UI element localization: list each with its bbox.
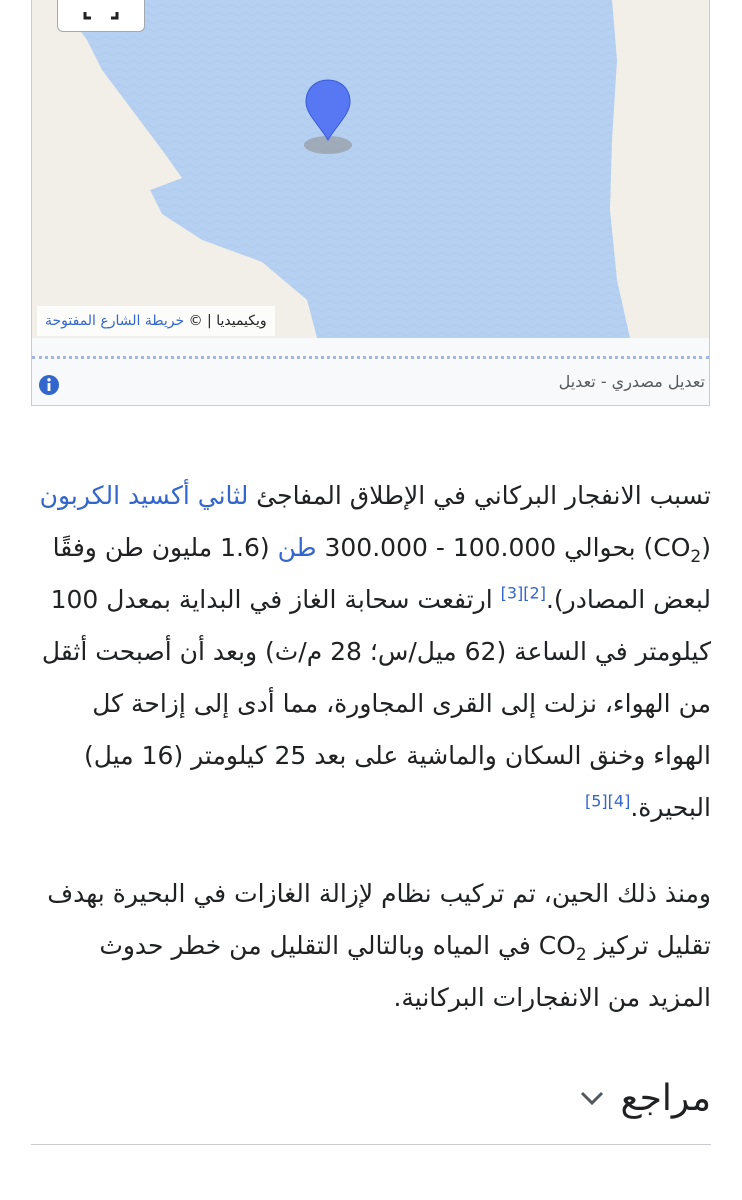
section-title: مراجع: [620, 1077, 711, 1119]
attribution-osm-link[interactable]: خريطة الشارع المفتوحة: [45, 313, 185, 329]
link-carbon-dioxide[interactable]: لثاني أكسيد الكربون: [39, 481, 249, 510]
paragraph-text: ) بحوالي 100.000 - 300.000: [316, 533, 654, 562]
subscript-2: 2: [690, 547, 702, 567]
paragraph-text: في المياه وبالتالي التقليل من خطر حدوث المزيد من الانفجارات البركانية.: [99, 931, 711, 1012]
fullscreen-button[interactable]: [57, 0, 145, 32]
info-icon[interactable]: [38, 374, 60, 396]
paragraph-text: (: [701, 533, 711, 562]
paragraph-text: (1.6 مليون طن وفقًا لبعض المصادر).: [52, 533, 711, 614]
section-references-header[interactable]: [31, 1065, 711, 1131]
paragraph-text: ومنذ ذلك الحين، تم تركيب نظام لإزالة الغازات في البحيرة بهدف تقليل تركيز: [47, 879, 711, 960]
citation-4[interactable]: [4]: [607, 791, 631, 811]
edit-source-links[interactable]: تعديل مصدري - تعديل: [558, 372, 705, 391]
citation-5[interactable]: [5]: [584, 791, 608, 811]
article-body: [31, 470, 711, 1024]
attribution-separator: | ©: [188, 313, 212, 329]
citation-2[interactable]: [2]: [523, 583, 546, 603]
attribution-wikimedia-link[interactable]: ويكيميديا: [216, 313, 267, 329]
section-divider: [31, 1144, 711, 1145]
chemical-formula-co: CO: [538, 931, 576, 960]
citation-3[interactable]: [3]: [500, 583, 524, 603]
paragraph-text: تسبب الانفجار البركاني في الإطلاق المفاجئ: [248, 481, 711, 510]
paragraph-text: ارتفعت سحابة الغاز في البداية بمعدل 100 كيلومتر في الساعة (62 ميل/س؛ 28 م/ث) وبعد أن أصبحت أثقل من الهواء، نزلت إلى القرى المجاورة، مما أدى إلى إزاحة كل الهواء وخنق السكان والماشية على بعد 25 كيلومتر (16 ميل) البحيرة.: [41, 585, 711, 822]
map-footer: [32, 362, 709, 406]
fullscreen-icon: [81, 2, 121, 24]
map-divider: [32, 356, 709, 359]
map-attribution: [37, 306, 275, 336]
paragraph-degassing: [31, 868, 711, 1024]
paragraph-eruption: [31, 470, 711, 834]
link-ton[interactable]: طن: [277, 533, 317, 562]
map-view[interactable]: [32, 0, 709, 338]
chemical-formula-co: CO: [653, 533, 691, 562]
subscript-2: 2: [575, 945, 587, 965]
map-terrain: [32, 0, 709, 338]
map-infobox: [31, 0, 710, 406]
chevron-down-icon: [578, 1084, 606, 1112]
